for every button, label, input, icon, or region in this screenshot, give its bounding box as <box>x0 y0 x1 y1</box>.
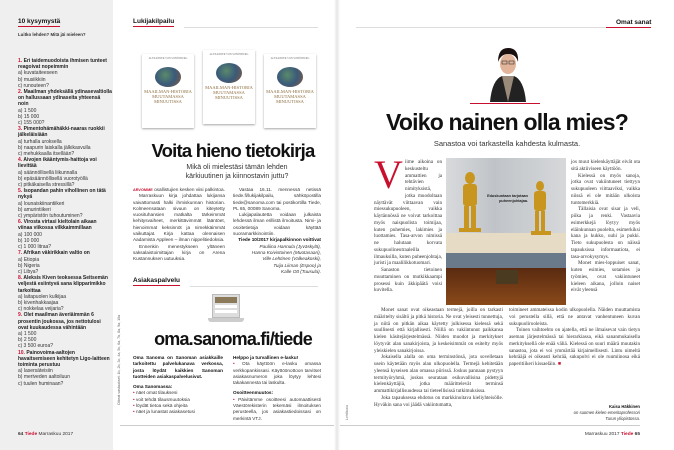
photo-caption: Eduskuntaan tarjotaan puheenjohtajaa. <box>487 194 528 203</box>
contest-body-col2 <box>233 187 321 274</box>
article-subtitle: Sanastoa voi tarkastella kahdesta kulmasta. <box>433 139 581 148</box>
answer-option: c) tuulen huminaan? <box>18 380 64 387</box>
winner: Kalle Ott (Tuusula). <box>280 268 321 274</box>
answer-option: a) säännöllisellä liikunnalla <box>18 169 78 176</box>
contest-subtitle: Mikä oli mielestäsi tämän lehden kärkiuutinen ja kiinnostavin juttu? <box>185 164 289 180</box>
service-list-item: • löydät tietoa sekä ohjeita <box>133 403 188 409</box>
question-number: 9. <box>18 312 23 319</box>
book-author: ALEXANDER VON SCHÖNBURG <box>148 57 188 60</box>
question-text: Olet maailman äveriäimmän 6 prosentin joukossa, jos nettotulosi ovat kuukaudessa vähintään <box>18 312 101 331</box>
author-affiliation: Turun yliopistossa. <box>605 416 640 421</box>
question-text: Pimentohämähäkki-naaras ruokkii jälkeläisiään <box>18 126 105 139</box>
contest-body-col1 <box>133 187 225 265</box>
quiz-question <box>18 188 112 219</box>
question-number: 6. <box>18 219 23 226</box>
answer-option: b) 15 000 <box>18 113 40 120</box>
article-col1 <box>374 152 442 305</box>
answer-option: c) 3 500 euroa? <box>18 343 54 350</box>
answer-option: b) meriveden aaltoiluun <box>18 374 70 381</box>
globe-illustration <box>216 63 242 83</box>
globe-illustration <box>155 67 181 87</box>
question-text: Painovoima-aaltojen havaitsemiseen kehitetyn Ligo-laitteen toiminta perustuu <box>18 349 110 368</box>
answer-option: b) naapurin laiskalla jälkikasvulla <box>18 144 91 151</box>
quiz-section-label: 10 kysymystä <box>18 18 61 25</box>
author-role: on suomen kielen emeritaprofessori <box>573 410 640 415</box>
winners-title: Tiede 10/2017 kirjapalkinnon voittivat <box>238 237 321 243</box>
text: Joka tapauksessa ehdotus on markkinoitava kieliyhteisölle. Hyväkin sana voi jäädä vakiintumatta, <box>374 394 503 408</box>
article-col3 <box>571 159 640 306</box>
book-cover <box>203 50 255 124</box>
answer-option: a) 1 500 <box>18 107 37 114</box>
service-list-item: • näet omat tilauksesi <box>133 390 178 396</box>
answer-option: c) Libya? <box>18 268 39 275</box>
answer-option: b) 10 000 <box>18 237 40 244</box>
answer-option: c) mehukkaalla itsellään? <box>18 151 75 158</box>
lead-word: ARVOMME <box>133 188 153 192</box>
divider <box>470 103 540 104</box>
text: Oma Sanoma on Sanoman asiakkaille tarkoitettu palvelukanava verkossa, josta löydät kaikkien Sanoman tuotteiden asiakaspalvelusivut. <box>133 355 223 379</box>
service-col1 <box>133 355 223 423</box>
question-text: Aleksis Kiven teoksessa Seitsemän veljestä esiintyvä sana klipparimikko tarkoittaa <box>18 275 108 294</box>
drop-cap: V <box>374 152 403 197</box>
text: Vastaa 16.11. mennessä netissä tiede.fi/lukijakilpailu, sähköpostilla tiede@sanoma.com tai postikortilla Tiede, PL 65, 00089 Sanoma. <box>233 187 321 211</box>
question-number: 8. <box>18 275 23 282</box>
question-number: 7. <box>18 250 23 257</box>
service-section-label: Asiakaspalvelu <box>133 277 180 284</box>
column-section-label: Omat sanat <box>606 19 651 28</box>
parliament-statues-photo <box>446 158 566 305</box>
article-col1-wide <box>374 307 503 423</box>
text: Kielessä on myös sanoja, jotka ovat vakiintuneet tiettyyn sukupuoleen viittaaviksi, vaikka niissä ei ole mitään ulkoista tuntomerkkiä. <box>571 172 640 206</box>
quiz-question <box>18 58 112 89</box>
question-number: 10. <box>18 349 25 356</box>
einvoice-title: Helppo ja turvallinen e-lasku! <box>233 355 299 360</box>
question-text: Afrikan väkirikkain valtio on <box>23 250 90 257</box>
book-author: ALEXANDER VON SCHÖNBURG <box>209 53 249 56</box>
magazine-name: Tiede <box>620 432 634 437</box>
quiz-question <box>18 250 112 275</box>
quiz-question <box>18 157 112 188</box>
answer-option: c) pitkäkaisella stressillä? <box>18 182 75 189</box>
issue-date: Marraskuu 2017 <box>584 432 620 437</box>
book-title: MAAILMAN-HISTORIA MUUTAMASSA MINUUTISSA <box>266 89 314 104</box>
author-portrait <box>488 42 528 102</box>
question-text: Maailman yhdeksällä ydinasevaltiolla on hallussaan ydinaseita yhteensä noin <box>18 89 112 108</box>
divider <box>340 425 640 426</box>
divider <box>190 286 318 287</box>
spine <box>334 0 340 450</box>
answer-option: b) 2 500 <box>18 337 37 344</box>
text: voit tehdä tilausmuutoksia <box>135 396 190 402</box>
contest-title: Voita hieno tietokirja <box>151 140 315 161</box>
answer-option: c) ympäristön tuhoutuminen? <box>18 213 83 220</box>
quiz-list <box>18 58 112 387</box>
page-number: 65 <box>634 432 640 437</box>
service-list-item: • voit tehdä tilausmuutoksia <box>133 396 190 402</box>
divider <box>120 425 334 426</box>
quiz-question <box>18 350 112 387</box>
answer-option: c) 155 000? <box>18 120 45 127</box>
quiz-question <box>18 275 112 312</box>
author-name: Kaisa Häkkinen <box>609 404 640 409</box>
answer-option: a) Etiopia <box>18 256 40 263</box>
text: näet ja lunastat asiakasetusi <box>135 409 195 415</box>
text: Toinen vaihtoehto on ajatella, että ne ilmaisevat vain tietyn aseman järjestelmässä tai hierarkiassa, eikä sananmukaisella merkityksellä ole enää väliä. Kielessä on suuri määrä muutakin sanastoa, jota ei voi ymmärtää kirjaimellisesti. Lintu nimeltä kehrääjä ei oikeasti kehrää, sukupolvi ei ole ruumiinosa eikä paperitiikeri kissaeläin. <box>509 327 640 367</box>
text: Jokaisella alalla on oma terminstönsä, jota sovelletaan usein käytetään myös alan ulkopuolella. Termejä kehitetään yleensä kyseisen alan omassa piirissä. Joskus pannaan pystyyn termityöryhmä, joskus seurataan esikuvallisina pidettyjä kielenkäyttäjiä, jotka määrittelevät terminsä ammattikirjallisuudessa tai tieteellisissä tutkimuksissa. <box>374 354 503 394</box>
question-text: Aivojen ikääntymis-haittoja voi lievittää <box>18 157 97 170</box>
quiz-question <box>18 312 112 349</box>
answer-option: a) 100 000 <box>18 231 42 238</box>
answer-option: b) amurintiikeri <box>18 206 51 213</box>
text: Monet sanat ovat oikeastaan termejä, joilla on tarkasti määritelty sisältö ja pitkä historia. Ne ovat yleisesti tunnettuja, ja niitä on pitkän aikaa käytetty julkisessa kielessä sekä suullisesti että kirjallisesti. Niillä on vakiintunut paikkansa kielen käsitejärjestelmässä. Niiden muodot ja merkitykset löytyvät alan sanakirjoista, ja keskeisimmät on esitelty myös yleiskielen sanakirjoissa. <box>374 307 503 354</box>
photo-credit: Lehtikuva <box>345 405 349 420</box>
list-title: Oma Sanomassa: <box>133 384 173 390</box>
text: toimineet ammateissa kodin ulkopuolella. Näiden muuttamista voi perustella sillä, että ne antavat vanhentuneen kuvan sukupuolirooleista. <box>509 307 640 327</box>
answer-option: a) lounaiskiinantiikeri <box>18 200 65 207</box>
question-text: Eri taidemuodoista ihmisen tunteet reagoivat nopeimmin <box>18 58 107 71</box>
text: Ota käyttöön e-lasku omassa verkkopankissasi. Käyttöönottoon tarvitset asiakasnumeron joka löytyy lehtesi takakannesta tai laskulta. <box>233 361 321 386</box>
question-number: 1. <box>18 58 23 64</box>
quiz-subtitle: Luitko lehden? Mitä jäi mieleen? <box>18 32 86 37</box>
issue-date: Marraskuu 2017 <box>38 432 74 437</box>
question-number: 5. <box>18 188 23 195</box>
text: Monet mies-loppuiset sanat, kuten esimies, sotamies ja työmies, ovat vakiintuneet kieleen aikana, jolloin naiset eivät yleensä <box>571 260 640 294</box>
text: iime aikoina on keskusteltu ammattien ja tehtävien nimityksistä, jotka muodoltaan näyttävät viittaavan vain miessukupuoleen, vaikka käytännössä ne voivat tarkoittaa myös naispuolista toimijaa, kuten puhemies, lakimies ja luottamies. Tasa-arvon nimissä ne halutaan korvata sukupuolineutraaleilla ilmauksilla, kuten puheenjohtaja, juristi ja maalilikkotuomari. <box>374 159 442 267</box>
text: näet omat tilauksesi <box>135 390 178 396</box>
quiz-question <box>18 126 112 157</box>
answer-option: c) nokkelaa veijaria? <box>18 306 64 313</box>
answer-option: b) kivenhakkaajaa <box>18 299 59 306</box>
laptop-image <box>208 294 244 326</box>
book-covers-image <box>140 46 320 138</box>
answer-option: c) runouteen? <box>18 82 49 89</box>
question-text: Isopandan pahin vihollinen on tätä nykyä <box>18 188 106 201</box>
globe-illustration <box>277 67 303 87</box>
question-number: 4. <box>18 157 23 164</box>
text: jos muut kielenkäyttäjät eivät ota sitä aktiiviseen käyttöön. <box>571 159 640 172</box>
text: Ennenkin menestykseen yltäneen saksalaistoimittajan kirja on Arena Kustannuksen uutuuksia. <box>133 243 225 262</box>
book-author: ALEXANDER VON SCHÖNBURG <box>270 57 310 60</box>
question-number: 3. <box>18 126 23 133</box>
text: Sanaston tietoinen muuttaminen on mutkikkaampi prosessi kuin äkkipäätä voisi kuvitella. <box>374 267 442 294</box>
service-col2: Helppo ja turvallinen e-lasku! • Ota käyttöön e-lasku omassa verkkopankissasi. Käyttöönottoon tarvitset asiakasnumeron joka löytyy lehtesi takakannesta tai laskulta. Osoitteenmuutos: • Päivitämme osoitteesi automaattisesti Väestörekisterin tekemäsi ilmoituksen perusteella, jos asiakastiedoissasi on merkintä VTJ. <box>233 355 321 421</box>
divider <box>356 27 606 28</box>
answer-option: b) Nigeria <box>18 262 40 269</box>
left-footer <box>18 432 73 437</box>
service-url[interactable]: oma.sanoma.fi/tiede <box>154 329 312 349</box>
author-signature <box>540 404 640 422</box>
answer-option: a) lasersäteisiin <box>18 368 53 375</box>
answer-option: c) 1 000 litraa? <box>18 244 52 251</box>
magazine-name: Tiede <box>24 432 38 437</box>
answer-option: a) laitapuolen kulkijaa <box>18 293 67 300</box>
article-col3-wide: toimineet ammateissa kodin ulkopuolella. Näiden muuttamista voi perustella sillä, että ne antavat vanhentuneen kuvan sukupuolirooleista. Toinen vaihtoehto on ajatella, että ne ilmaisevat vain tietyn aseman järjestelmässä tai hierarkiassa, eikä sananmukaisella merkityksellä ole enää väliä. Kielessä on suuri määrä muutakin sanastoa, jota ei voi ymmärtää kirjaimellisesti. Lintu nimeltä kehrääjä ei oikeasti kehrää, sukupolvi ei ole ruumiinosa eikä paperitiikeri kissaeläin. ■ <box>509 307 640 367</box>
address-title: Osoitteenmuutos: <box>233 390 274 396</box>
winner: Ville Lehtinen (Valkeakoski), <box>262 256 321 262</box>
answer-option: a) kuvataiteeseen <box>18 70 58 77</box>
question-text: Virosta virtasi kieltolain aikaan viinaa viikossa vilkkaimmillaan <box>18 219 97 232</box>
text: Marraskuun kirja johdattaa lukijansa vaivattomasti halki ihmiskunnan historian. Kolmeensataan sivuun on kiteytetty vuosituhansien matkalta tärkeimmät kehitysvaiheet, merkittävimmät lääntöet, hienoimmat keksinnöt ja nimekkäimmät vaikuttajat. Kirja kattaa olennaisen Aadamista Appleen – ilman nippelitiedoksia. <box>133 193 225 243</box>
quiz-question <box>18 219 112 250</box>
divider <box>184 27 318 28</box>
quiz-answers: Oikeat vastaukset: 1b, 2b, 3c, 4a, 5c, 6a, 7b, 8a, 9a, 10a <box>117 314 121 405</box>
winner: Pauliina Hannula (Jyväskylä), <box>259 243 321 249</box>
page-number: 64 <box>18 432 24 437</box>
answer-option: b) epäsäännöllisellä vuorotyöllä <box>18 175 88 182</box>
text: Tällaisia ovat sisar ja veli, piika ja renki. Vastaavia esimerkkejä löytyy myös eläinkunnan puolelta, esimerkiksi kana ja kukko, uuhi ja pukki. Tieto sukupuolesta on näissä tapauksissa informaatiota, ei tasa-arvokysymys. <box>571 206 640 260</box>
answer-option: a) 1 500 <box>18 330 37 337</box>
book-cover <box>264 54 316 128</box>
book-cover <box>142 54 194 128</box>
text: Päivitämme osoitteesi automaattisesti Väestörekisterin tekemäsi ilmoituksen perusteella, jos asiakastiedoissasi on merkintä VTJ. <box>233 396 321 421</box>
text: Lukijapalautetta voidaan julkaista lehdessä ilman erillistä ilmoitusta. Nimi- ja osoitetietoja voidaan käyttää suoramarkkinointiin. <box>233 212 321 237</box>
book-title: MAAILMAN-HISTORIA MUUTAMASSA MINUUTISSA <box>144 89 192 104</box>
right-footer <box>560 432 640 437</box>
winner: Hanna Koivistoinen (Muotasaari), <box>251 249 321 255</box>
winner: Tuija Liiman (Espoo) ja <box>273 262 321 268</box>
answer-option: b) musiikkiin <box>18 76 46 83</box>
text: löydät tietoa sekä ohjeita <box>135 403 188 409</box>
service-list-item: • näet ja lunastat asiakasetusi <box>133 409 195 415</box>
text: osallistujien kesken viisi palkintoa. <box>152 187 225 192</box>
book-title: MAAILMAN-HISTORIA MUUTAMASSA MINUUTISSA <box>205 85 253 100</box>
article-title: Voiko nainen olla mies? <box>386 109 628 135</box>
question-number: 2. <box>18 89 23 96</box>
answer-option: a) turhalla uroksella <box>18 138 62 145</box>
quiz-question <box>18 89 112 126</box>
contest-section-label: Lukijakilpailu <box>133 18 175 25</box>
